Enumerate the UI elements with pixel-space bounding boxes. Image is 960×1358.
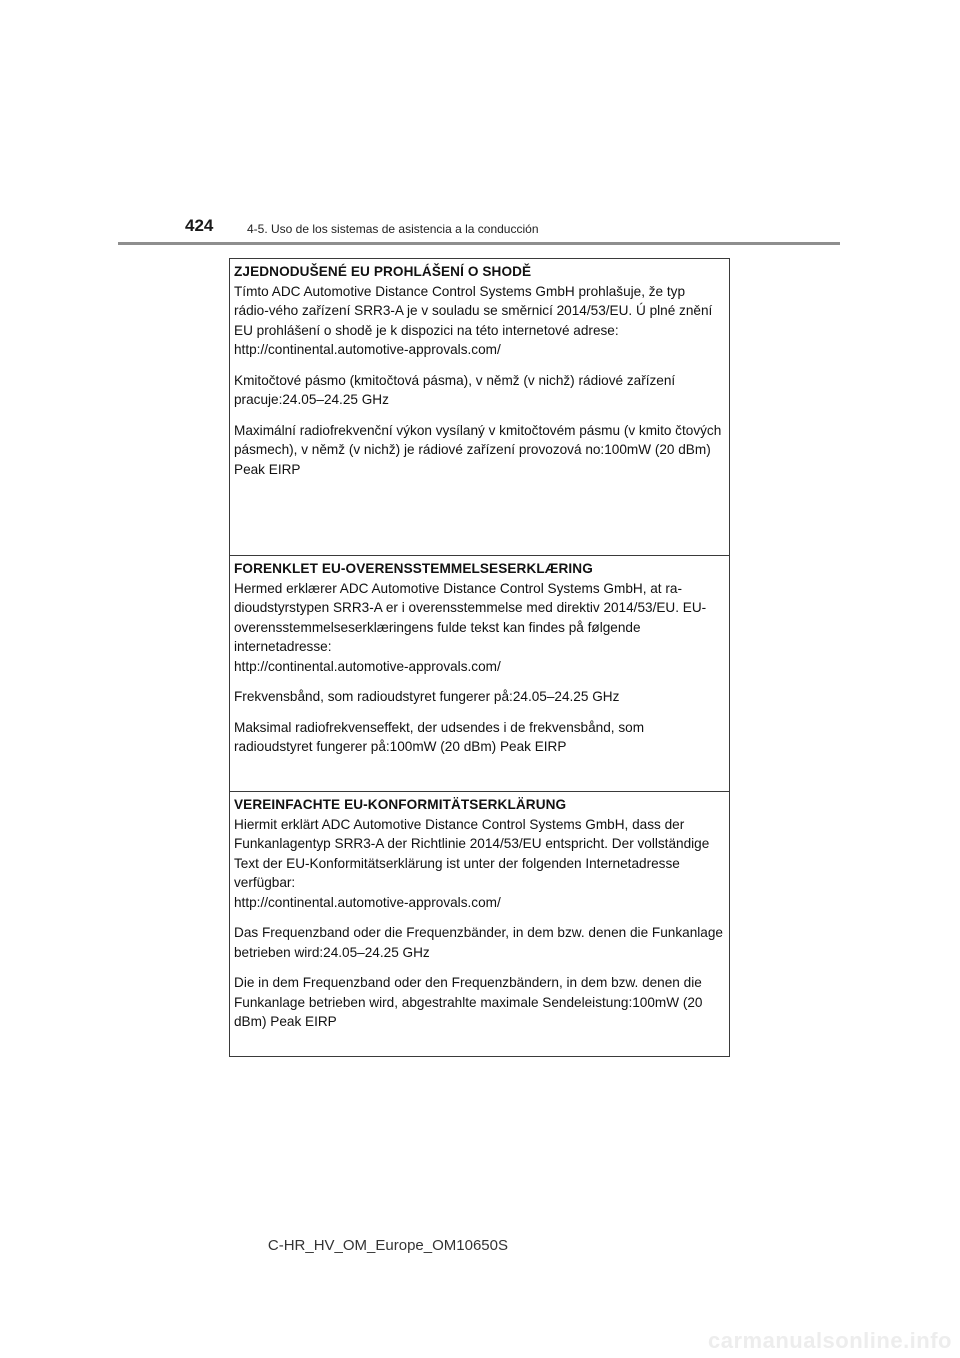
declaration-box-german bbox=[229, 791, 730, 1057]
document-id: C-HR_HV_OM_Europe_OM10650S bbox=[267, 1237, 508, 1254]
watermark: carmanualsonline.info bbox=[708, 1328, 952, 1353]
frequency-band-text: Kmitočtové pásmo (kmitočtová pásma), v němž (v nichž) rádiové zařízení pracuje:24.05–24.25 GHz bbox=[234, 372, 676, 407]
declaration-body: Tímto ADC Automotive Distance Control Systems GmbH prohlašuje, že typ rádio-vého zařízení SRR3-A je v souladu se směrnicí 2014/53/EU. Ú plné znění EU prohlášení o shodě je k dispozici na této internetové adrese: bbox=[234, 283, 713, 338]
declaration-stack bbox=[229, 258, 730, 1057]
declaration-url: http://continental.automotive-approvals.com/ bbox=[234, 894, 501, 910]
declaration-url: http://continental.automotive-approvals.com/ bbox=[234, 658, 501, 674]
page-number: 424 bbox=[185, 216, 214, 235]
declaration-box-czech bbox=[229, 258, 730, 556]
max-power-text: Maksimal radiofrekvenseffekt, der udsendes i de frekvensbånd, som radioudstyret fungerer på:100mW (20 dBm) Peak EIRP bbox=[234, 719, 645, 754]
frequency-band-text: Frekvensbånd, som radioudstyret fungerer på:24.05–24.25 GHz bbox=[234, 689, 620, 704]
declaration-title: ZJEDNODUŠENÉ EU PROHLÁŠENÍ O SHODĚ bbox=[234, 264, 532, 279]
max-power-text: Maximální radiofrekvenční výkon vysílaný v kmitočtovém pásmu (v kmito čtových pásmech), v němž (v nichž) je rádiové zařízení provozová no:100mW (20 dBm) Peak EIRP bbox=[234, 422, 722, 477]
declaration-box-danish bbox=[229, 555, 730, 792]
declaration-title: FORENKLET EU-OVERENSSTEMMELSESERKLÆRING bbox=[234, 561, 593, 576]
frequency-band-text: Das Frequenzband oder die Frequenzbänder, in dem bzw. denen die Funkanlage betrieben wird:24.05–24.25 GHz bbox=[234, 925, 723, 960]
section-title: 4-5. Uso de los sistemas de asistencia a la conducción bbox=[247, 222, 539, 236]
max-power-text: Die in dem Frequenzband oder den Frequenzbändern, in dem bzw. denen die Funkanlage betrieben wird, abgestrahlte maximale Sendeleistung:100mW (20 dBm) Peak EIRP bbox=[234, 975, 703, 1029]
header-rule bbox=[118, 242, 840, 245]
declaration-url: http://continental.automotive-approvals.com/ bbox=[234, 342, 501, 357]
declaration-body: Hiermit erklärt ADC Automotive Distance Control Systems GmbH, dass der Funkanlagentyp SRR3-A der Richtlinie 2014/53/EU entspricht. Der vollständige Text der EU-Konformitätserklärung ist unter der folgenden Internetadresse verfügbar: bbox=[234, 816, 710, 890]
declaration-title: VEREINFACHTE EU-KONFORMITÄTSERKLÄRUNG bbox=[234, 797, 567, 812]
declaration-body: Hermed erklærer ADC Automotive Distance Control Systems GmbH, at ra-dioudstyrstypen SRR3-A er i overensstemmelse med direktiv 2014/53/EU. EU-overensstemmelseserklæringens fulde tekst kan findes på følgende internetadresse: bbox=[234, 580, 707, 654]
